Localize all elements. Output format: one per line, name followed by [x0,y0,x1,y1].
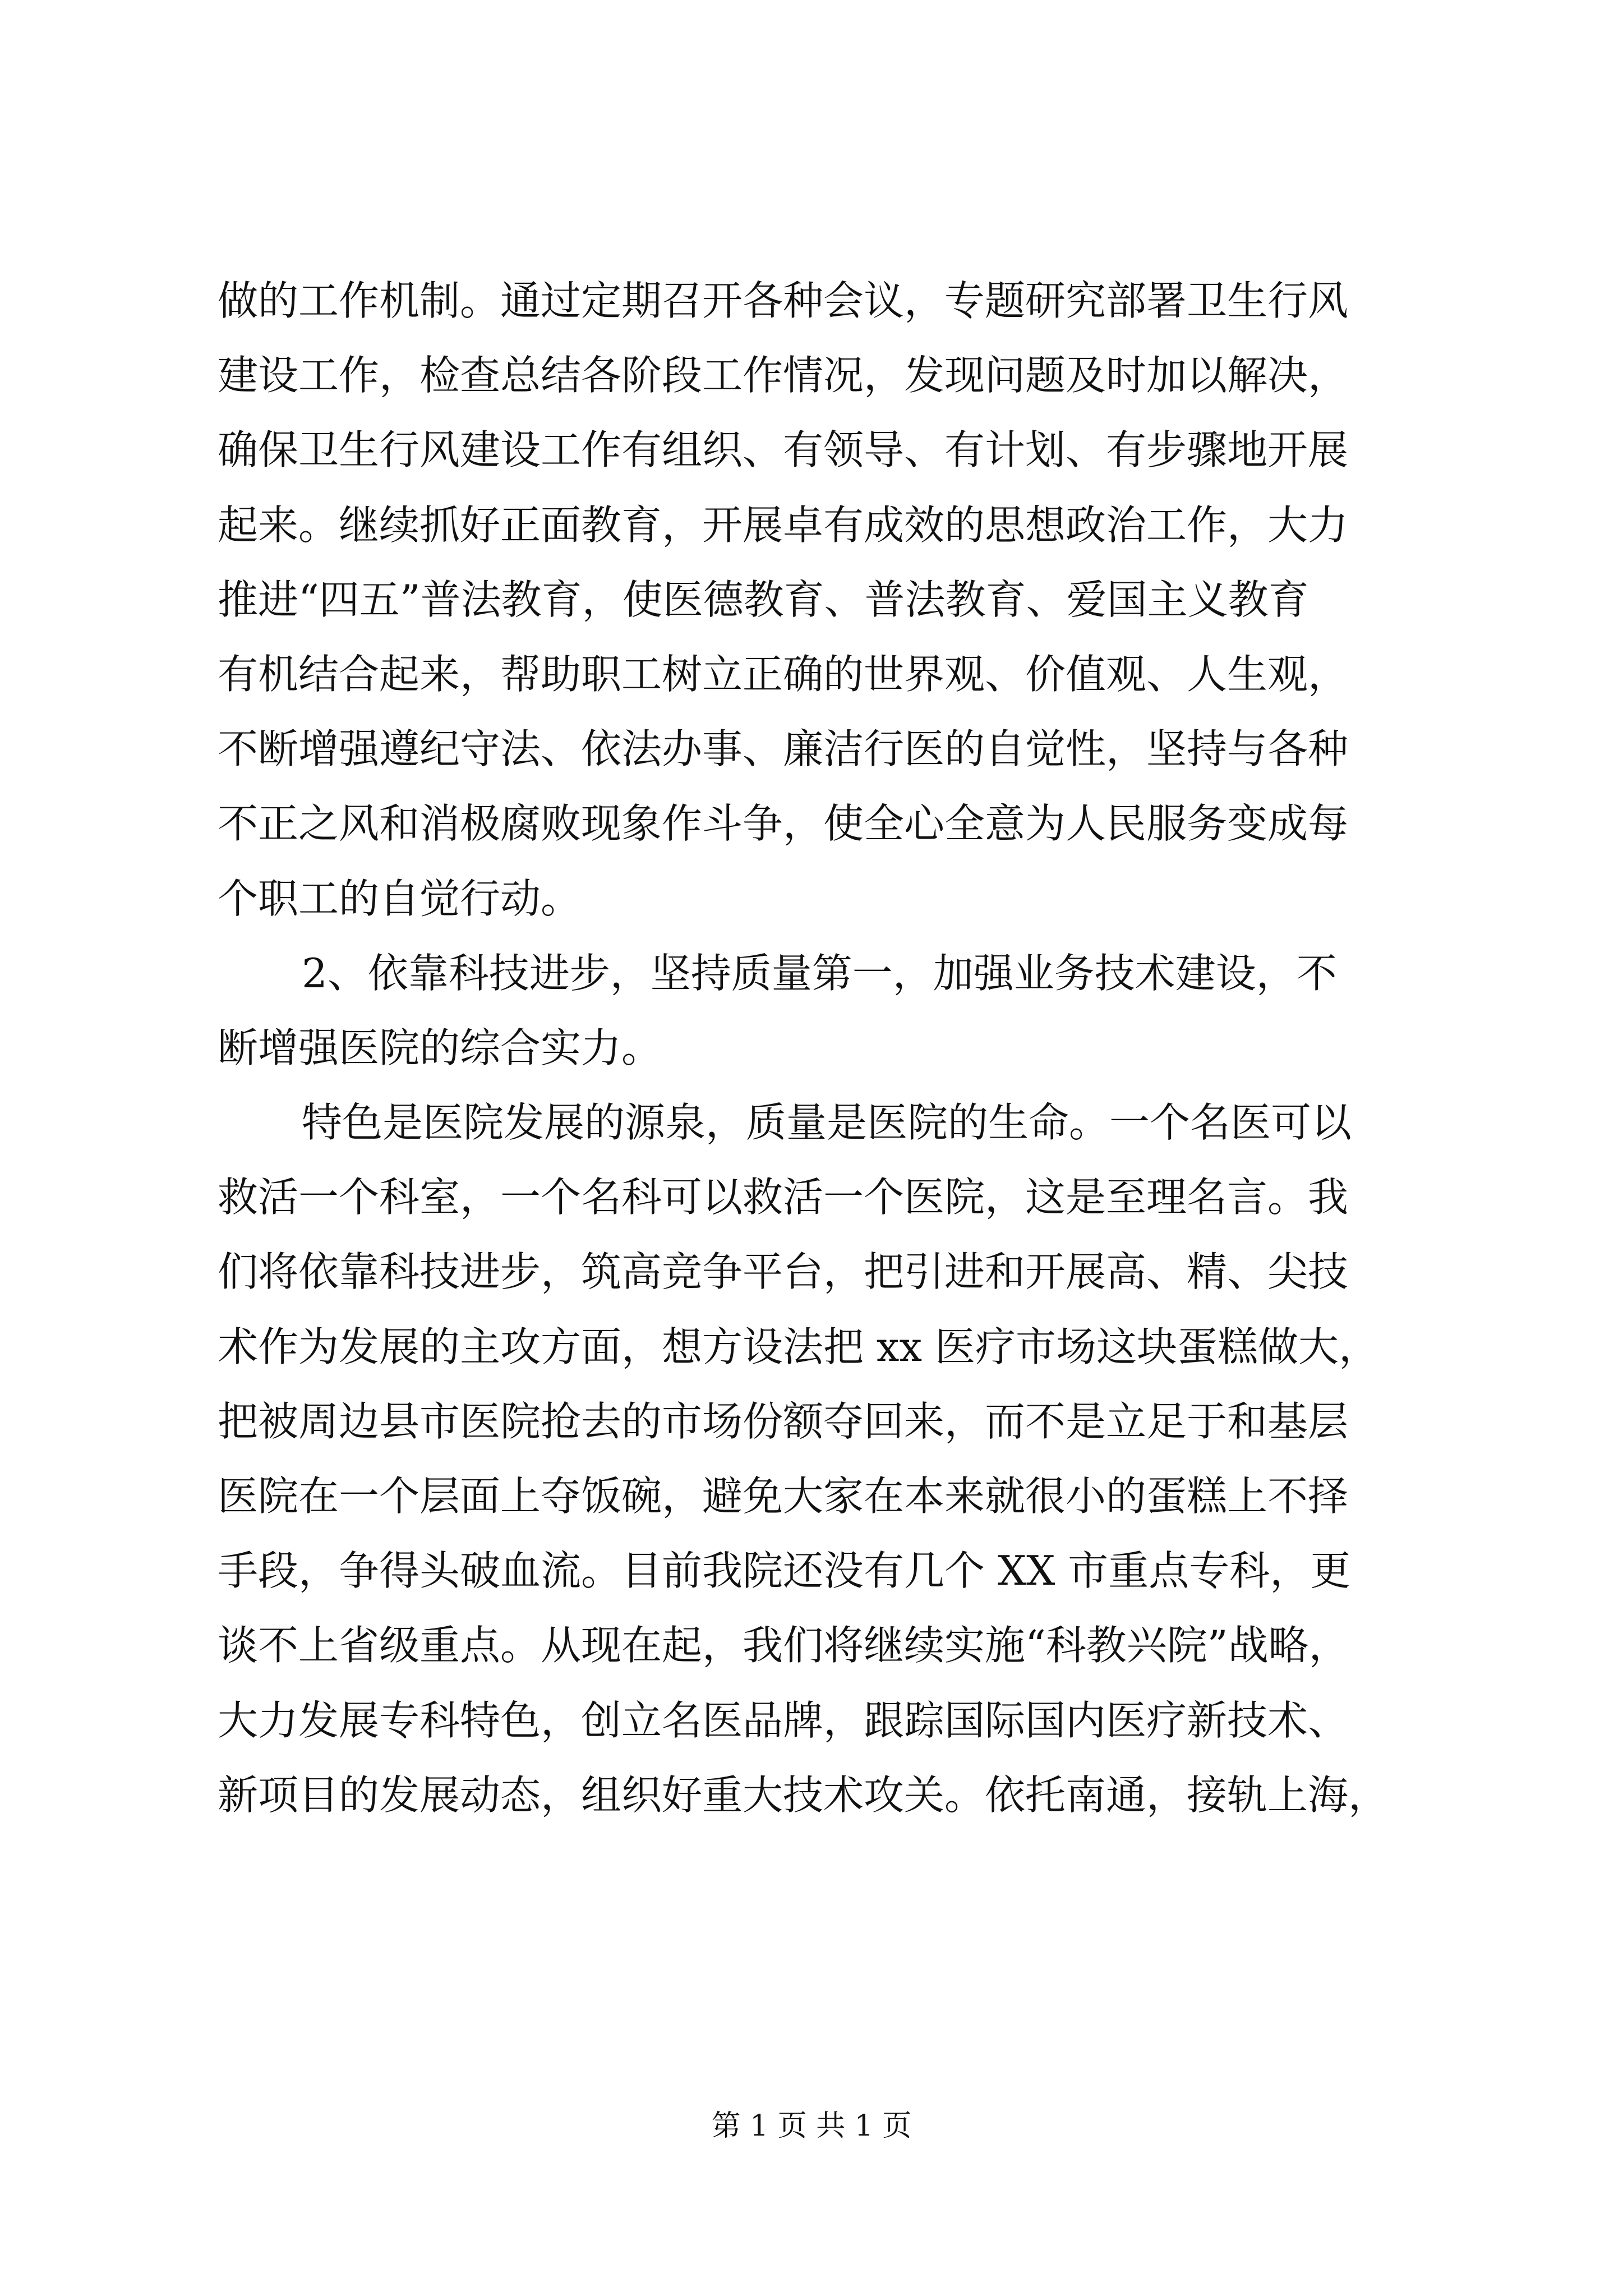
text-line: 确保卫生行风建设工作有组织、有领导、有计划、有步骤地开展 [218,426,1349,474]
paragraph-first-line: 特色是医院发展的源泉，质量是医院的生命。一个名医可以 [302,1099,1352,1147]
text-line: 推进“四五”普法教育，使医德教育、普法教育、爱国主义教育 [218,576,1309,623]
section-heading-line: 2、依靠科技进步，坚持质量第一，加强业务技术建设，不 [302,949,1337,997]
text-line: 大力发展专科特色，创立名医品牌，跟踪国际国内医疗新技术、 [218,1696,1349,1744]
document-body [218,264,1423,1833]
page-number-label: 第 1 页 共 1 页 [711,2109,912,2143]
text-line: 术作为发展的主攻方面，想方设法把 xx 医疗市场这块蛋糕做大， [218,1323,1379,1370]
text-line: 建设工作，检查总结各阶段工作情况，发现问题及时加以解决， [218,352,1349,399]
text-line: 把被周边县市医院抢去的市场份额夺回来，而不是立足于和基层 [218,1397,1349,1445]
text-line: 不正之风和消极腐败现象作斗争，使全心全意为人民服务变成每 [218,800,1349,848]
text-line: 起来。继续抓好正面教育，开展卓有成效的思想政治工作，大力 [218,501,1349,549]
text-line: 有机结合起来，帮助职工树立正确的世界观、价值观、人生观， [218,650,1349,698]
text-line: 医院在一个层面上夺饭碗，避免大家在本来就很小的蛋糕上不择 [218,1473,1349,1520]
text-line: 们将依靠科技进步，筑高竞争平台，把引进和开展高、精、尖技 [218,1248,1349,1296]
page-footer [0,2106,1623,2146]
text-line: 个职工的自觉行动。 [218,875,582,922]
text-line: 救活一个科室，一个名科可以救活一个医院，这是至理名言。我 [218,1174,1349,1221]
text-line: 手段，争得头破血流。目前我院还没有几个 XX 市重点专科，更 [218,1547,1351,1595]
section-heading-line: 断增强医院的综合实力。 [218,1024,662,1071]
text-line: 新项目的发展动态，组织好重大技术攻关。依托南通，接轨上海， [218,1771,1389,1819]
text-line: 谈不上省级重点。从现在起，我们将继续实施“科教兴院”战略， [218,1622,1349,1669]
text-line: 做的工作机制。通过定期召开各种会议，专题研究部署卫生行风 [218,277,1349,324]
text-line: 不断增强遵纪守法、依法办事、廉洁行医的自觉性，坚持与各种 [218,725,1349,773]
